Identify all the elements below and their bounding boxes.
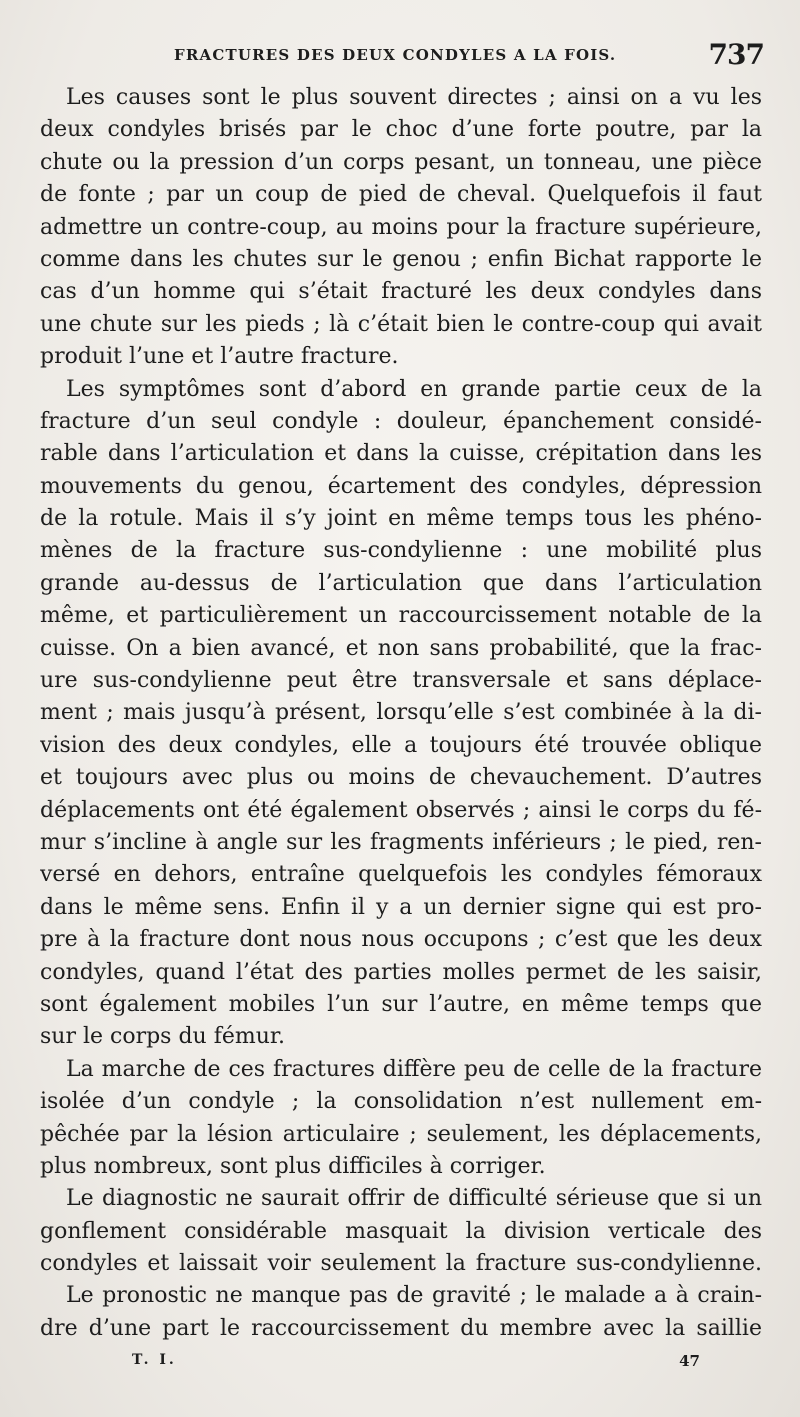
text-body — [40, 82, 762, 1345]
text-line: La marche de ces fractures diffère peu de celle de la fracture — [66, 1056, 762, 1082]
paragraph-marche — [40, 1054, 762, 1184]
text-line: sur le corps du fémur. — [40, 1024, 285, 1050]
text-line: Les symptômes sont d’abord en grande partie ceux de la — [66, 376, 762, 402]
text-line: sont également mobiles l’un sur l’autre, en même temps que — [40, 991, 762, 1017]
text-line: pre à la fracture dont nous nous occupons ; c’est que les deux — [40, 927, 762, 953]
page-number: 737 — [708, 38, 764, 71]
running-title: FRACTURES DES DEUX CONDYLES A LA FOIS. — [174, 46, 617, 64]
text-line: ment ; mais jusqu’à présent, lorsqu’elle s’est combinée à la di- — [40, 700, 762, 726]
text-line: fracture d’un seul condyle : douleur, épanchement considé- — [40, 408, 762, 434]
text-line: isolée d’un condyle ; la consolidation n’est nullement em- — [40, 1089, 762, 1115]
text-line: Le diagnostic ne saurait offrir de difficulté sérieuse que si un — [66, 1186, 762, 1212]
paragraph-causes — [40, 82, 762, 374]
text-line: même, et particulièrement un raccourcissement notable de la — [40, 603, 762, 629]
text-line: plus nombreux, sont plus difficiles à corriger. — [40, 1153, 546, 1179]
text-line: mouvements du genou, écartement des condyles, dépression — [40, 473, 762, 499]
text-line: condyles et laissait voir seulement la fracture sus-condylienne. — [40, 1251, 762, 1277]
text-line: rable dans l’articulation et dans la cuisse, crépitation dans les — [40, 441, 762, 467]
text-line: une chute sur les pieds ; là c’était bien le contre-coup qui avait — [40, 311, 762, 337]
paragraph-symptomes — [40, 374, 762, 1054]
paragraph-pronostic — [40, 1280, 762, 1345]
paragraph-diagnostic — [40, 1183, 762, 1280]
sheet-folio: 47 — [679, 1352, 700, 1370]
text-line: grande au-dessus de l’articulation que dans l’articulation — [40, 570, 762, 596]
text-line: dre d’une part le raccourcissement du membre avec la saillie — [40, 1315, 762, 1341]
text-line: Le pronostic ne manque pas de gravité ; le malade a à crain- — [66, 1283, 762, 1309]
volume-signature: T. I. — [132, 1352, 177, 1368]
text-line: deux condyles brisés par le choc d’une forte poutre, par la — [40, 117, 762, 143]
text-line: de fonte ; par un coup de pied de cheval. Quelquefois il faut — [40, 182, 762, 208]
text-line: dans le même sens. Enfin il y a un dernier signe qui est pro- — [40, 894, 762, 920]
text-line: comme dans les chutes sur le genou ; enfin Bichat rapporte le — [40, 246, 762, 272]
text-line: condyles, quand l’état des parties molles permet de les saisir, — [40, 959, 762, 985]
text-line: ure sus-condylienne peut être transversale et sans déplace- — [40, 668, 762, 694]
text-line: chute ou la pression d’un corps pesant, un tonneau, une pièce — [40, 149, 762, 175]
text-line: Les causes sont le plus souvent directes ; ainsi on a vu les — [66, 85, 762, 110]
text-line: mènes de la fracture sus-condylienne : une mobilité plus — [40, 538, 762, 564]
text-line: de la rotule. Mais il s’y joint en même temps tous les phéno- — [40, 506, 762, 532]
text-line: pêchée par la lésion articulaire ; seulement, les déplacements, — [40, 1121, 762, 1147]
text-line: cuisse. On a bien avancé, et non sans probabilité, que la frac- — [40, 635, 762, 661]
text-line: mur s’incline à angle sur les fragments inférieurs ; le pied, ren- — [40, 829, 762, 855]
text-line: cas d’un homme qui s’était fracturé les deux condyles dans — [40, 279, 762, 305]
text-line: admettre un contre-coup, au moins pour la fracture supérieure, — [40, 214, 762, 240]
page-footer — [40, 1352, 764, 1382]
text-line: vision des deux condyles, elle a toujours été trouvée oblique — [40, 732, 762, 758]
text-line: et toujours avec plus ou moins de chevauchement. D’autres — [40, 765, 762, 791]
text-line: produit l’une et l’autre fracture. — [40, 344, 399, 370]
running-head — [40, 36, 764, 76]
text-line: versé en dehors, entraîne quelquefois les condyles fémoraux — [40, 862, 762, 888]
text-line: gonflement considérable masquait la division verticale des — [40, 1218, 762, 1244]
text-line: déplacements ont été également observés ; ainsi le corps du fé- — [40, 797, 762, 823]
